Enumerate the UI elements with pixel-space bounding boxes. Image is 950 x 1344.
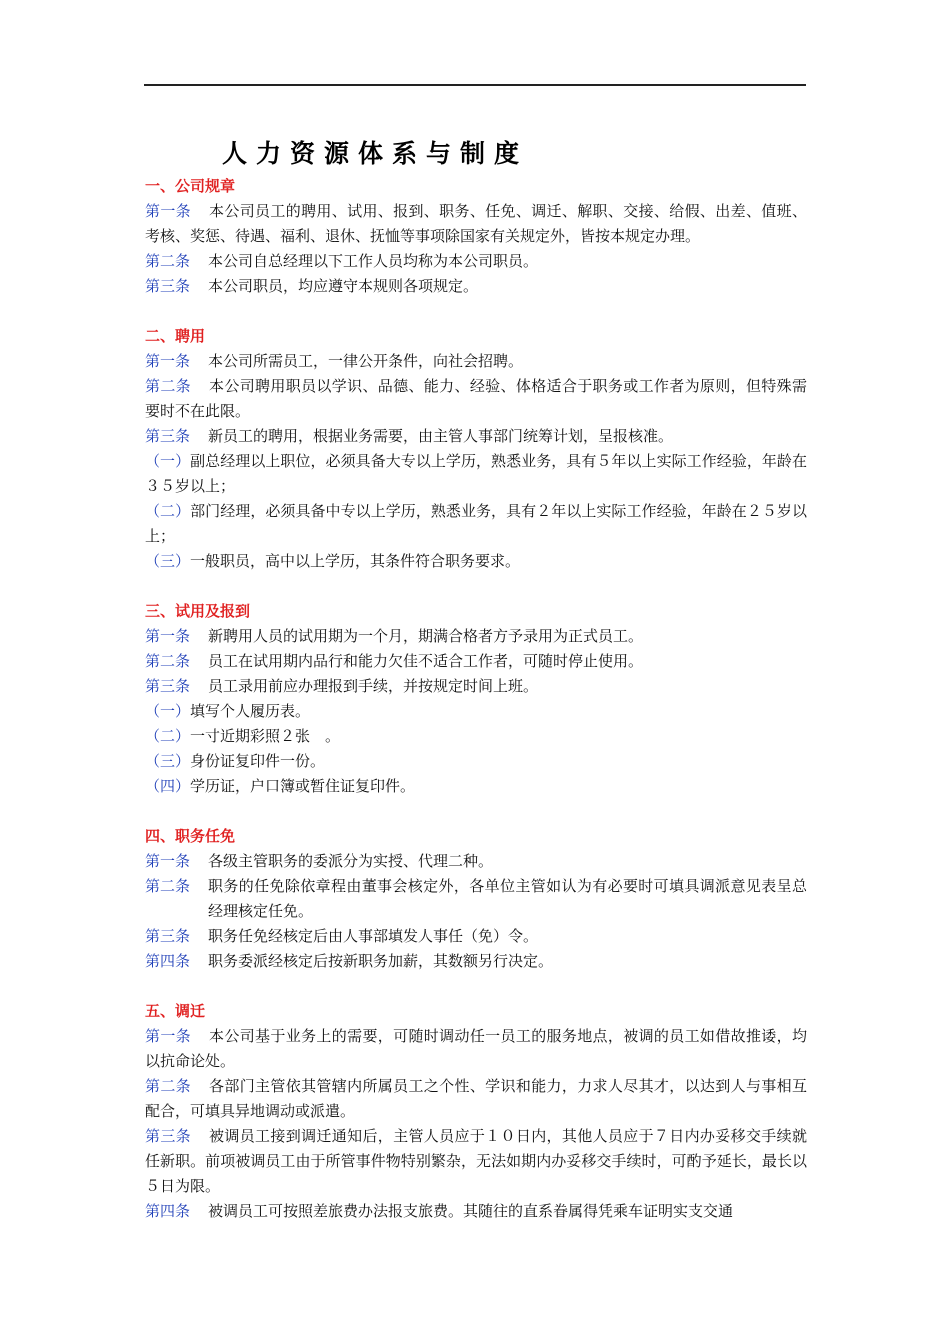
article <box>145 674 807 699</box>
list-item <box>145 774 807 799</box>
section-heading: 二、聘用 <box>145 327 206 345</box>
article-text: 各部门主管依其管辖内所属员工之个性、学识和能力，力求人尽其才，以达到人与事相互配合，可填具异地调动或派遣。 <box>145 1077 807 1120</box>
section-heading: 三、试用及报到 <box>145 602 251 620</box>
article <box>145 949 807 974</box>
article-text: 员工录用前应办理报到手续，并按规定时间上班。 <box>208 677 539 695</box>
article <box>145 924 807 949</box>
article <box>145 274 807 299</box>
section-heading: 四、职务任免 <box>145 827 236 845</box>
article <box>145 624 807 649</box>
article-label: 第三条 <box>145 427 191 445</box>
article-label: 第一条 <box>145 1027 192 1045</box>
article-label: 第一条 <box>145 352 191 370</box>
article-label: 第一条 <box>145 627 191 645</box>
article <box>145 349 807 374</box>
article-text: 被调员工可按照差旅费办法报支旅费。其随往的直系眷属得凭乘车证明实支交通 <box>208 1202 734 1220</box>
article-label: 第二条 <box>145 252 191 270</box>
article-text: 职务委派经核定后按新职务加薪，其数额另行决定。 <box>208 952 554 970</box>
article-text: 被调员工接到调迁通知后，主管人员应于１０日内，其他人员应于７日内办妥移交手续就任新职。前项被调员工由于所管事件物特别繁杂，无法如期内办妥移交手续时，可酌予延长，最长以５日为限。 <box>145 1127 807 1195</box>
article-text: 职务的任免除依章程由董事会核定外，各单位主管如认为有必要时可填具调派意见表呈总经理核定任免。 <box>208 877 807 920</box>
item-text: 学历证，户口簿或暂住证复印件。 <box>190 777 416 795</box>
article <box>145 1024 807 1074</box>
item-label: （二） <box>145 502 191 520</box>
item-text: 一般职员，高中以上学历，其条件符合职务要求。 <box>190 552 521 570</box>
article-label: 第二条 <box>145 377 192 395</box>
item-label: （一） <box>145 452 191 470</box>
article-text: 本公司所需员工，一律公开条件，向社会招聘。 <box>208 352 524 370</box>
article-label: 第一条 <box>145 852 191 870</box>
article-label: 第三条 <box>145 1127 192 1145</box>
item-text: 一寸近期彩照２张 。 <box>190 727 341 745</box>
list-item <box>145 449 807 499</box>
list-item <box>145 549 807 574</box>
header-rule <box>144 84 806 86</box>
section-heading: 五、调迁 <box>145 1002 206 1020</box>
article-text: 新聘用人员的试用期为一个月，期满合格者方予录用为正式员工。 <box>208 627 644 645</box>
article-label: 第一条 <box>145 202 192 220</box>
section-heading: 一、公司规章 <box>145 177 236 195</box>
item-label: （一） <box>145 702 191 720</box>
list-item <box>145 699 807 724</box>
article-label: 第四条 <box>145 1202 191 1220</box>
article <box>145 1124 807 1199</box>
article-label: 第三条 <box>145 677 191 695</box>
section-appointment <box>145 824 807 974</box>
article <box>145 249 807 274</box>
item-text: 部门经理，必须具备中专以上学历，熟悉业务，具有２年以上实际工作经验，年龄在２５岁以上； <box>145 502 807 545</box>
list-item <box>145 724 807 749</box>
article-text: 员工在试用期内品行和能力欠佳不适合工作者，可随时停止使用。 <box>208 652 644 670</box>
article <box>145 424 807 449</box>
article-label: 第三条 <box>145 277 191 295</box>
article-label: 第二条 <box>145 652 191 670</box>
document-title: 人力资源体系与制度 <box>222 139 529 168</box>
section-hiring <box>145 324 807 574</box>
article <box>145 649 807 674</box>
article-label: 第四条 <box>145 952 191 970</box>
article <box>145 1074 807 1124</box>
article <box>145 849 807 874</box>
article <box>145 874 807 924</box>
article-text: 本公司职员，均应遵守本规则各项规定。 <box>208 277 479 295</box>
article <box>145 199 807 249</box>
section-company-rules <box>145 174 807 299</box>
item-text: 副总经理以上职位，必须具备大专以上学历，熟悉业务，具有５年以上实际工作经验，年龄在３５岁以上； <box>145 452 807 495</box>
article <box>145 1199 807 1224</box>
item-label: （二） <box>145 727 191 745</box>
article-text: 本公司员工的聘用、试用、报到、职务、任免、调迁、解职、交接、给假、出差、值班、考核、奖惩、待遇、福利、退休、抚恤等事项除国家有关规定外，皆按本规定办理。 <box>145 202 807 245</box>
article-text: 职务任免经核定后由人事部填发人事任（免）令。 <box>208 927 539 945</box>
article <box>145 374 807 424</box>
item-label: （三） <box>145 552 191 570</box>
document-body <box>145 174 807 1224</box>
item-label: （三） <box>145 752 191 770</box>
article-label: 第三条 <box>145 927 191 945</box>
item-text: 填写个人履历表。 <box>190 702 311 720</box>
article-text: 各级主管职务的委派分为实授、代理二种。 <box>208 852 494 870</box>
item-text: 身份证复印件一份。 <box>190 752 326 770</box>
article-text: 新员工的聘用，根据业务需要，由主管人事部门统筹计划，呈报核准。 <box>208 427 674 445</box>
item-label: （四） <box>145 777 191 795</box>
article-text: 本公司自总经理以下工作人员均称为本公司职员。 <box>208 252 539 270</box>
article-text: 本公司基于业务上的需要，可随时调动任一员工的服务地点，被调的员工如借故推诿，均以抗命论处。 <box>145 1027 807 1070</box>
list-item <box>145 749 807 774</box>
section-transfer <box>145 999 807 1224</box>
list-item <box>145 499 807 549</box>
article-label: 第二条 <box>145 877 191 895</box>
article-label: 第二条 <box>145 1077 192 1095</box>
article-text: 本公司聘用职员以学识、品德、能力、经验、体格适合于职务或工作者为原则，但特殊需要时不在此限。 <box>145 377 807 420</box>
section-probation <box>145 599 807 799</box>
